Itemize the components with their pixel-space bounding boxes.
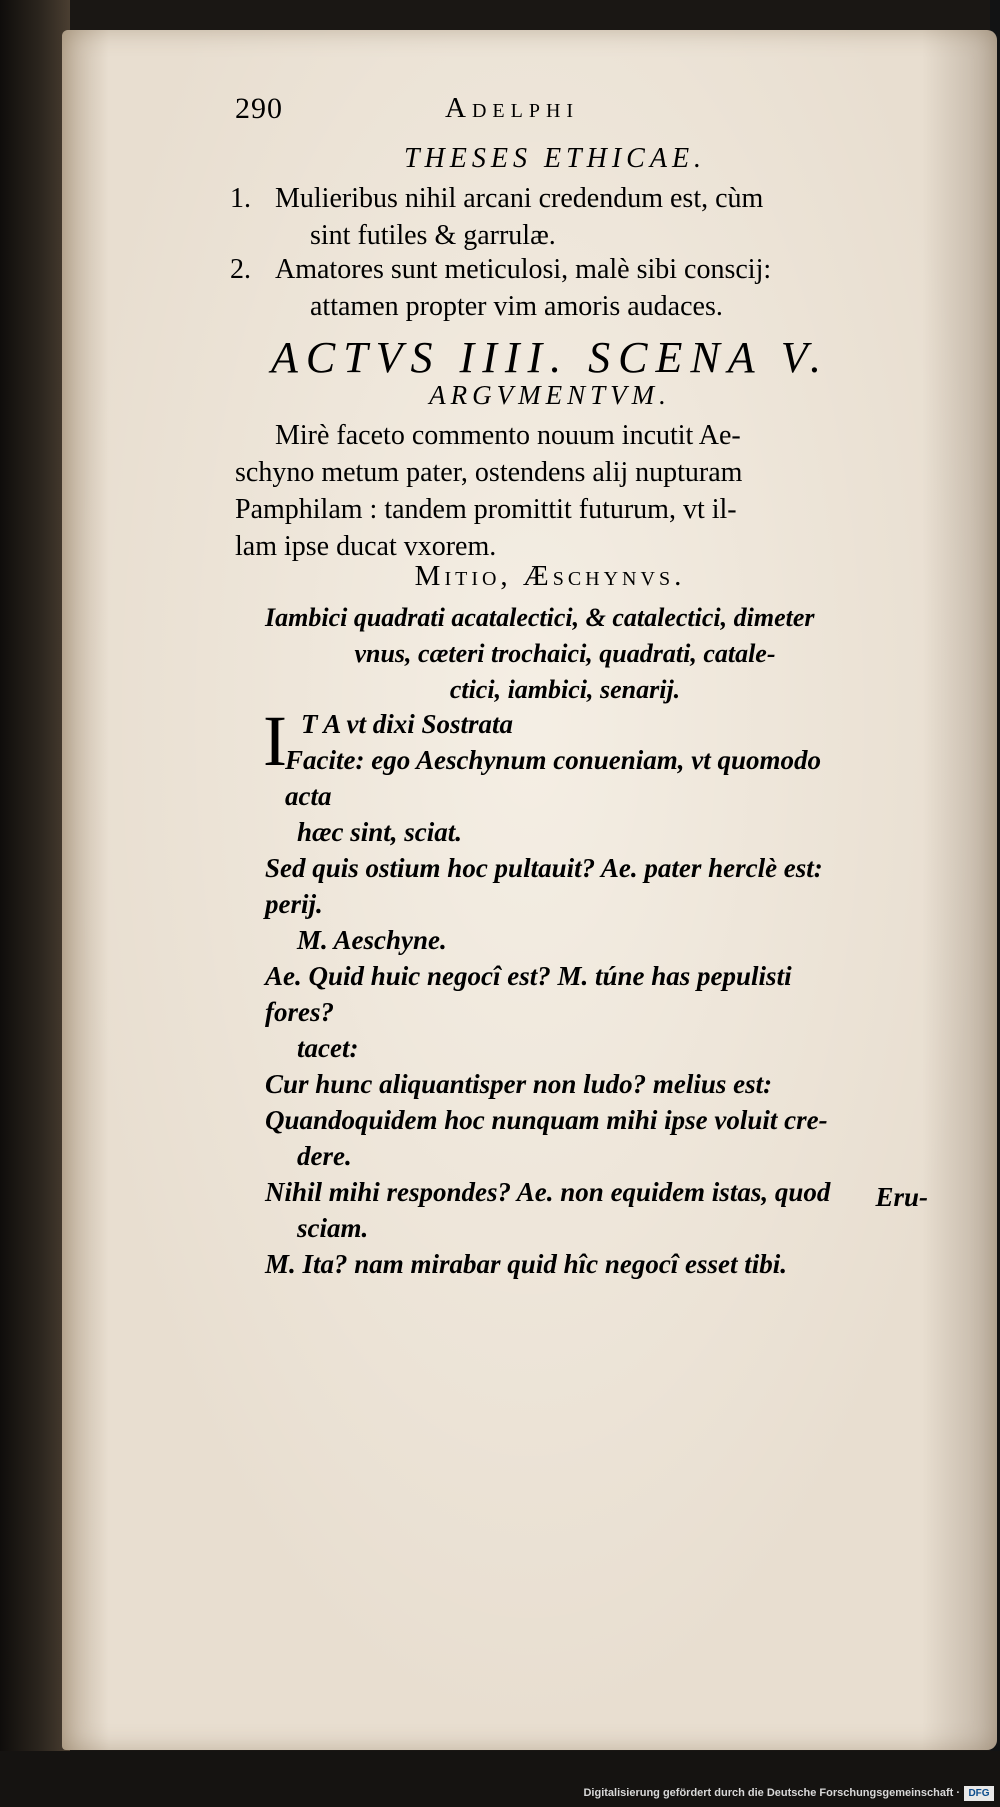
thesis-number: 2.	[230, 254, 251, 285]
thesis-line: attamen propter vim amoris audaces.	[310, 291, 723, 322]
meter-note	[265, 600, 865, 708]
meter-line: vnus, cæteri trochaici, quadrati, catale-	[354, 639, 776, 668]
argumentum-line: lam ipse ducat vxorem.	[235, 531, 497, 562]
argumentum-text	[235, 417, 865, 565]
argumentum-line: Mirè faceto commento nouum incutit Ae-	[275, 420, 741, 451]
verse-line: Sed quis ostium hoc pultauit? Ae. pater herclè est: perij.	[265, 853, 823, 919]
thesis-line: Amatores sunt meticulosi, malè sibi conscij:	[275, 254, 772, 285]
thesis-2	[230, 251, 865, 325]
thesis-line: Mulieribus nihil arcani credendum est, cùm	[275, 183, 764, 214]
verse-line: T A vt dixi Sostrata	[301, 709, 514, 739]
act-heading: ACTVS IIII. SCENA V.	[270, 333, 830, 382]
verse-text	[263, 701, 865, 1282]
verse-line: M. Ita? nam mirabar quid hîc negocî esset tibi.	[265, 1249, 788, 1279]
verse-line: M. Aeschyne.	[297, 925, 447, 955]
page-header	[235, 92, 845, 142]
thesis-1	[230, 180, 865, 254]
book-spine	[0, 0, 70, 1807]
verse-line: dere.	[297, 1141, 352, 1171]
argumentum-line: Pamphilam : tandem promittit futurum, vt il-	[235, 494, 737, 525]
verse-line: Cur hunc aliquantisper non ludo? melius est:	[265, 1069, 773, 1099]
verse-line: sciam.	[297, 1213, 369, 1243]
argumentum-title: ARGVMENTVM.	[429, 380, 671, 410]
verse-line: Quandoquidem hoc nunquam mihi ipse voluit cre-	[265, 1105, 828, 1135]
page-number: 290	[235, 92, 283, 125]
catchword: Eru-	[875, 1182, 928, 1212]
thesis-line: sint futiles & garrulæ.	[310, 220, 556, 251]
verse-line: Facite: ego Aeschynum conueniam, vt quomodo acta	[285, 745, 821, 811]
theses-title: THESES ETHICAE.	[403, 143, 707, 174]
meter-line: ctici, iambici, senarij.	[449, 675, 681, 704]
running-title: Adelphi	[445, 92, 580, 124]
funding-credit: Digitalisierung gefördert durch die Deutsche Forschungsgemeinschaft ·	[583, 1787, 960, 1799]
thesis-number: 1.	[230, 183, 251, 214]
argumentum-line: schyno metum pater, ostendens alij nupturam	[235, 457, 743, 488]
verse-line: Nihil mihi respondes? Ae. non equidem istas, quod	[265, 1177, 831, 1207]
dramatis-personae: Mitio, Æschynvs.	[414, 560, 686, 592]
drop-cap: I	[263, 701, 287, 781]
verse-line: tacet:	[297, 1033, 359, 1063]
dfg-logo: DFG	[964, 1786, 994, 1801]
verse-line: hæc sint, sciat.	[297, 817, 463, 847]
meter-line: Iambici quadrati acatalectici, & catalectici, dimeter	[265, 603, 815, 632]
verse-line: Ae. Quid huic negocî est? M. túne has pepulisti fores?	[265, 961, 792, 1027]
